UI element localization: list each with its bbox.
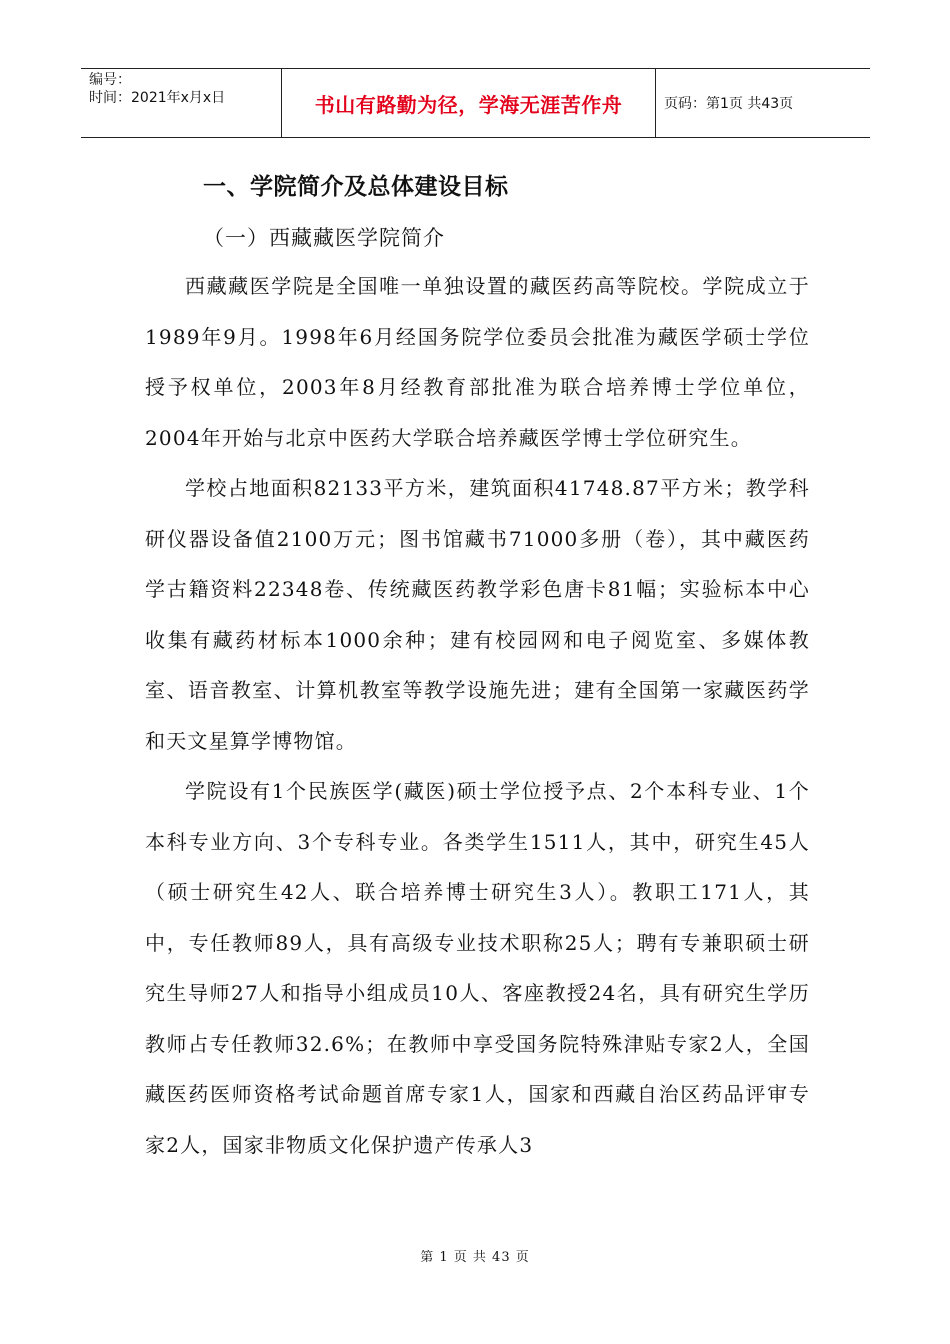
header-page-info-cell — [656, 69, 870, 137]
body-text — [145, 261, 810, 1170]
document-header — [81, 68, 870, 138]
paragraph-staff: 学院设有1个民族医学(藏医)硕士学位授予点、2个本科专业、1个本科专业方向、3个专科专业。各类学生1511人，其中，研究生45人（硕士研究生42人、联合培养博士研究生3人）。教职工171人，其中，专任教师89人，具有高级专业技术职称25人；聘有专兼职硕士研究生导师27人和指导小组成员10人、客座教授24名，具有研究生学历教师占专任教师32.6%；在教师中享受国务院特殊津贴专家2人，全国藏医药医师资格考试命题首席专家1人，国家和西藏自治区药品评审专家2人，国家非物质文化保护遗产传承人3 — [145, 779, 810, 1157]
paragraph-facilities: 学校占地面积82133平方米，建筑面积41748.87平方米；教学科研仪器设备值2100万元；图书馆藏书71000多册（卷），其中藏医药学古籍资料22348卷、传统藏医药教学彩色唐卡81幅；实验标本中心收集有藏药材标本1000余种；建有校园网和电子阅览室、多媒体教室、语音教室、计算机教室等教学设施先进；建有全国第一家藏医药学和天文星算学博物馆。 — [145, 476, 810, 753]
document-number-label: 编号： — [89, 72, 131, 88]
document-time-label: 时间：2021年x月x日 — [89, 90, 226, 106]
page-footer: 第 1 页 共 43 页 — [420, 1250, 530, 1265]
header-motto: 书山有路勤为径，学海无涯苦作舟 — [314, 92, 623, 117]
section-heading: 一、学院简介及总体建设目标 — [203, 174, 509, 200]
subsection-heading: （一）西藏藏医学院简介 — [203, 226, 445, 250]
header-motto-cell — [281, 69, 656, 137]
header-page-info: 页码：第1页 共43页 — [664, 96, 794, 112]
header-meta — [81, 69, 281, 137]
paragraph-intro: 西藏藏医学院是全国唯一单独设置的藏医药高等院校。学院成立于1989年9月。1998年6月经国务院学位委员会批准为藏医学硕士学位授予权单位，2003年8月经教育部批准为联合培养博士学位单位，2004年开始与北京中医药大学联合培养藏医学博士学位研究生。 — [145, 274, 810, 450]
